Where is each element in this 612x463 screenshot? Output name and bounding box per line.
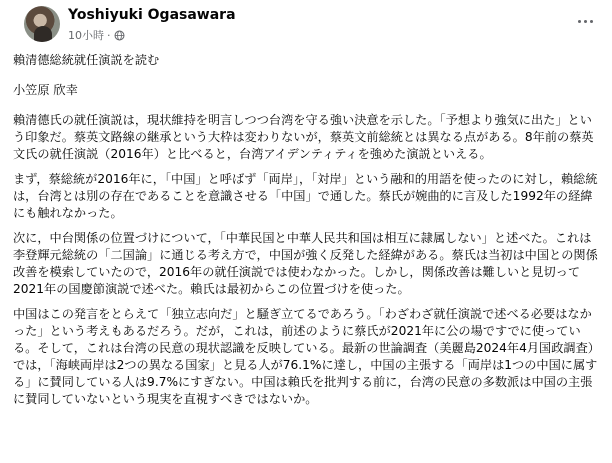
more-dot: [584, 20, 587, 23]
more-dot: [578, 20, 581, 23]
post-body: [13, 52, 599, 416]
article-title: 賴清德総統就任演説を読む: [13, 53, 160, 67]
post-header: [12, 0, 612, 50]
more-options-icon[interactable]: [572, 10, 598, 32]
meta-separator: ·: [107, 28, 111, 42]
author-avatar[interactable]: [24, 6, 60, 42]
paragraph-2: まず，蔡総統が2016年に，「中国」と呼ばず「両岸」，「対岸」という融和的用語を使ったのに対し，賴総統は，台湾とは別の存在であることを意識させる「中国」で通した。蔡氏が婉曲的に言及した1992年の経緯にも触れなかった。: [13, 172, 598, 220]
avatar-figure: [34, 26, 52, 42]
article-byline: 小笠原 欣幸: [13, 83, 78, 97]
paragraph-3: 次に，中台関係の位置づけについて，「中華民国と中華人民共和国は相互に隷属しない」と述べた。これは李登輝元総統の「二国論」に通じる考え方で，中国が強く反発した経緯がある。蔡氏は当初は中国との関係改善を模索していたので，2016年の就任演説では使わなかった。しかし，関係改善は難しいと見切って2021年の国慶節演説で述べた。賴氏は最初からこの位置づけを使った。: [13, 231, 598, 296]
post-meta: [68, 27, 125, 43]
globe-icon[interactable]: [114, 30, 125, 41]
author-name[interactable]: Yoshiyuki Ogasawara: [68, 7, 236, 23]
post-timestamp[interactable]: 10小時: [68, 29, 104, 42]
paragraph-4: 中国はこの発言をとらえて「独立志向だ」と騒ぎ立てるであろう。「わざわざ就任演説で述べる必要はなかった」という考えもあるだろう。だが，これは，前述のように蔡氏が2021年に公の場ですでに使っている。そして，これは台湾の民意の現状認識を反映している。最新の世論調査（美麗島2024年4月国政調査）では，「海峡両岸は2つの異なる国家」と見る人が76.1%に達し，中国の主張する「両岸は1つの中国に属する」に賛同している人は9.7%にすぎない。中国は賴氏を批判する前に，台湾の民意の多数派は中国の主張に賛同していないという現実を直視すべきではないか。: [13, 307, 598, 406]
more-dot: [590, 20, 593, 23]
paragraph-1: 賴清德氏の就任演説は，現状維持を明言しつつ台湾を守る強い決意を示した。「予想より強気に出た」という印象だ。蔡英文路線の継承という大枠は変わりないが，蔡英文前総統とは異なる点がある。8年前の蔡英文氏の就任演説（2016年）と比べると，台湾アイデンティティを強めた演説といえる。: [13, 113, 594, 161]
